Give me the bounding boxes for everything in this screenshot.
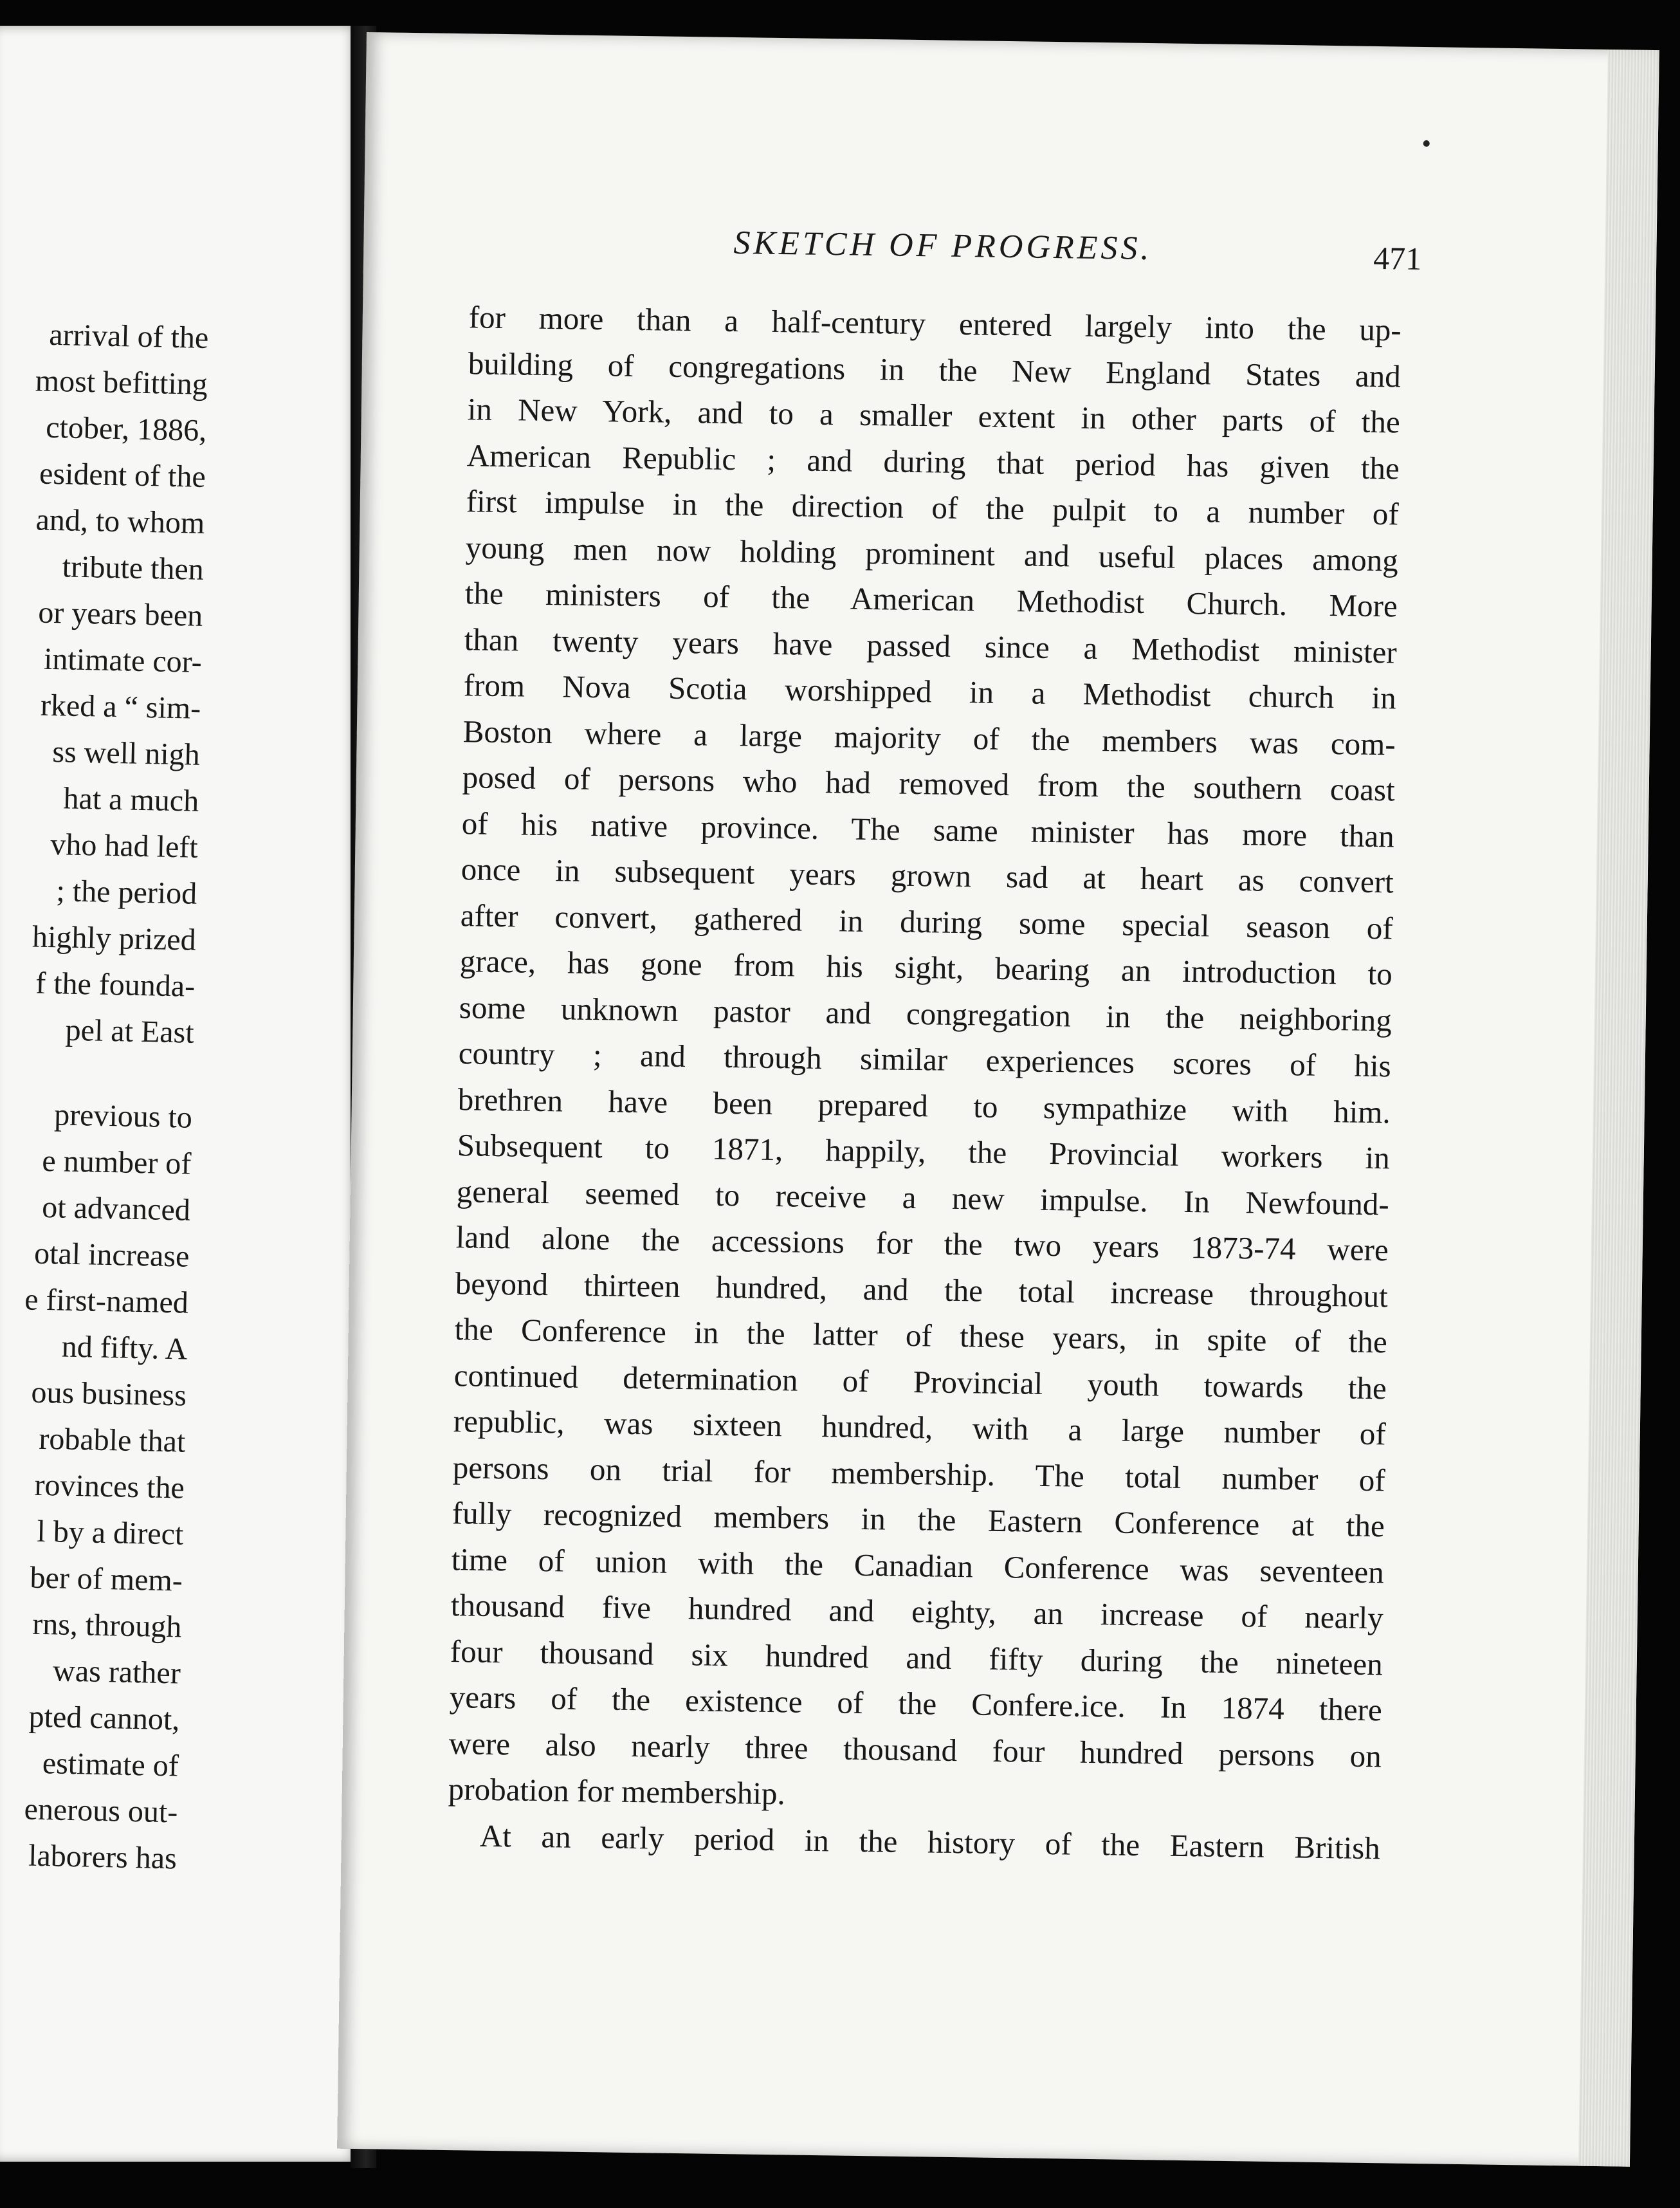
text-line: the Conference in the latter of these years, in spite of the [454,1311,1388,1360]
text-line: the ministers of the American Methodist Church. More [464,575,1398,624]
left-line: otal increase [33,1236,190,1274]
text-line: for more than a half-century entered largely into the up- [468,299,1402,348]
left-line: highly prized [32,919,197,957]
text-line: fully recognized members in the Eastern Conference at the [452,1495,1385,1544]
text-line: in New York, and to a smaller extent in other parts of the [467,391,1401,440]
text-line: four thousand six hundred and fifty during the nineteen [450,1633,1383,1682]
left-line: robable that [38,1421,186,1459]
left-line: hat a much [63,781,199,818]
left-line: enerous out- [24,1792,178,1830]
text-line: general seemed to receive a new impulse. In Newfound- [456,1173,1390,1222]
text-line: first impulse in the direction of the pulpit to a number of [466,483,1400,532]
left-line: ; the period [56,874,197,911]
left-page [0,26,360,2162]
left-line: f the founda- [35,966,196,1004]
left-line: pel at East [65,1013,195,1050]
text-line: young men now holding prominent and useful places among [465,529,1399,578]
text-line: some unknown pastor and congregation in the neighboring [459,989,1392,1038]
text-line: beyond thirteen hundred, and the total increase throughout [455,1265,1389,1314]
text-line: from Nova Scotia worshipped in a Methodist church in [463,667,1397,716]
left-line: esident of the [39,456,206,494]
text-line: probation for membership. [448,1771,786,1812]
page-number: 471 [1373,239,1422,277]
left-line: estimate of [42,1746,179,1783]
body-text [447,294,1402,1871]
left-line: and, to whom [35,502,205,540]
text-line: after convert, gathered in during some special season of [460,897,1394,946]
left-line: e first-named [24,1282,189,1320]
text-line: grace, has gone from his sight, bearing an introduction to [459,943,1393,992]
text-line-paragraph-start: At an early period in the history of the Eastern British [479,1817,1381,1866]
left-line: laborers has [28,1838,178,1876]
page-edge-stack [1578,50,1659,2167]
text-line: posed of persons who had removed from the southern coast [462,759,1396,808]
left-line: pted cannot, [28,1699,180,1737]
text-line: continued determination of Provincial youth towards the [453,1357,1387,1406]
text-line: American Republic ; and during that period has given the [466,437,1400,486]
text-line: once in subsequent years grown sad at heart as convert [461,851,1394,900]
left-line: ss well nigh [51,735,201,772]
left-line: tribute then [62,549,205,587]
left-line: rns, through [32,1606,182,1644]
left-line: ot advanced [41,1190,191,1228]
left-line: rked a “ sim- [40,688,201,726]
left-line: intimate cor- [43,641,203,679]
text-line: republic, was sixteen hundred, with a large number of [453,1403,1387,1452]
left-line: vho had left [50,827,199,865]
text-line: building of congregations in the New England States and [468,345,1402,394]
left-line: e number of [41,1143,192,1181]
text-line: country ; and through similar experiences scores of his [458,1035,1392,1084]
left-line: or years been [37,595,203,633]
text-line: persons on trial for membership. The total number of [452,1449,1386,1498]
left-line: l by a direct [36,1514,184,1552]
left-line: ous business [30,1375,187,1413]
text-line: than twenty years have passed since a Methodist minister [464,621,1398,670]
text-line: land alone the accessions for the two years 1873-74 were [455,1219,1389,1268]
text-line: Subsequent to 1871, happily, the Provincial workers in [457,1127,1391,1176]
left-line: most befitting [35,363,208,401]
scan-speck [1423,140,1430,147]
text-line: Boston where a large majority of the members was com- [462,713,1396,762]
text-line: years of the existence of the Confere.ice. In 1874 there [449,1679,1383,1728]
left-page-text [0,306,209,1882]
right-page [337,32,1659,2167]
text-line: of his native province. The same minister has more than [461,805,1395,854]
page-header [363,219,1657,288]
left-line: previous to [53,1098,193,1135]
left-line: arrival of the [48,317,209,355]
left-line: ber of mem- [30,1560,183,1598]
left-line: nd fifty. A [61,1329,188,1366]
left-line: rovinces the [34,1467,185,1505]
text-line: time of union with the Canadian Conference was seventeen [451,1541,1385,1590]
left-line: was rather [52,1653,181,1691]
text-line: were also nearly three thousand four hundred persons on [448,1725,1382,1774]
text-line: brethren have been prepared to sympathize with him. [457,1081,1391,1130]
left-line: ctober, 1886, [45,410,207,448]
running-head: SKETCH OF PROGRESS. [733,224,1153,268]
text-line: thousand five hundred and eighty, an increase of nearly [450,1587,1384,1636]
